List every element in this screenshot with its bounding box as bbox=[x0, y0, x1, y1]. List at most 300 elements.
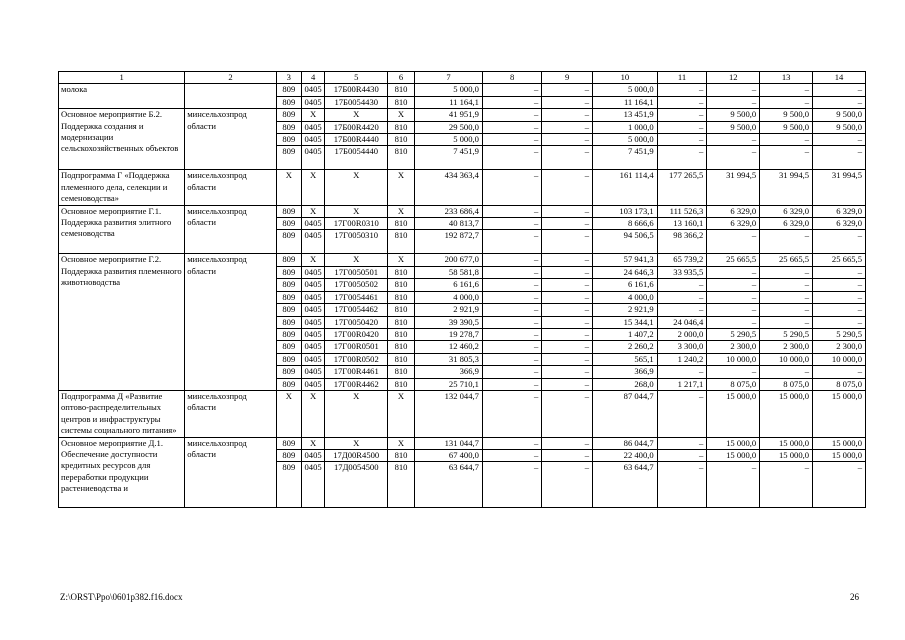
value-cell: 19 278,7 bbox=[415, 328, 483, 340]
value-cell: – bbox=[542, 146, 593, 170]
value-cell: – bbox=[813, 291, 866, 303]
value-cell: 8 075,0 bbox=[813, 378, 866, 390]
value-cell: 5 000,0 bbox=[415, 84, 483, 96]
value-cell: 17Г00R0310 bbox=[325, 218, 388, 230]
value-cell: Х bbox=[388, 390, 415, 437]
value-cell: 6 329,0 bbox=[707, 218, 760, 230]
value-cell: 7 451,9 bbox=[593, 146, 658, 170]
value-cell: 17Д0054500 bbox=[325, 462, 388, 508]
value-cell: Х bbox=[325, 170, 388, 205]
value-cell: 810 bbox=[388, 279, 415, 291]
value-cell: – bbox=[542, 353, 593, 365]
value-cell: – bbox=[482, 170, 541, 205]
value-cell: – bbox=[813, 304, 866, 316]
value-cell: 15 000,0 bbox=[813, 390, 866, 437]
value-cell: 810 bbox=[388, 328, 415, 340]
table-row bbox=[59, 390, 866, 437]
value-cell: 2 921,9 bbox=[593, 304, 658, 316]
value-cell: – bbox=[542, 84, 593, 96]
value-cell: – bbox=[542, 378, 593, 390]
value-cell: 13 160,1 bbox=[657, 218, 707, 230]
value-cell: 6 329,0 bbox=[707, 205, 760, 217]
value-cell: Х bbox=[276, 390, 301, 437]
value-cell: 810 bbox=[388, 462, 415, 508]
value-cell: 1 407,2 bbox=[593, 328, 658, 340]
value-cell: – bbox=[482, 279, 541, 291]
value-cell: 15 344,1 bbox=[593, 316, 658, 328]
value-cell: 6 161,6 bbox=[593, 279, 658, 291]
value-cell: 0405 bbox=[301, 279, 325, 291]
value-cell: – bbox=[482, 437, 541, 449]
value-cell: 0405 bbox=[301, 328, 325, 340]
program-name-cell: Подпрограмма Д «Развитие оптово-распределительных центров и инфраструктуры системы социального питания» bbox=[59, 390, 185, 437]
column-number-header: 9 bbox=[542, 72, 593, 84]
program-name-cell: Основное мероприятие Г.2. Поддержка развития племенного животноводства bbox=[59, 254, 185, 390]
value-cell: 809 bbox=[276, 378, 301, 390]
value-cell: – bbox=[813, 134, 866, 146]
value-cell: – bbox=[482, 366, 541, 378]
value-cell: – bbox=[760, 279, 813, 291]
value-cell: Х bbox=[301, 170, 325, 205]
value-cell: – bbox=[482, 328, 541, 340]
table-row bbox=[59, 170, 866, 205]
value-cell: Х bbox=[325, 109, 388, 121]
value-cell: 268,0 bbox=[593, 378, 658, 390]
value-cell: – bbox=[657, 279, 707, 291]
value-cell: 11 164,1 bbox=[593, 96, 658, 108]
executor-cell: минсельхозпрод области bbox=[185, 254, 277, 390]
value-cell: 131 044,7 bbox=[415, 437, 483, 449]
value-cell: 6 329,0 bbox=[813, 205, 866, 217]
value-cell: – bbox=[760, 366, 813, 378]
value-cell: 1 000,0 bbox=[593, 121, 658, 133]
value-cell: – bbox=[813, 366, 866, 378]
value-cell: 2 260,2 bbox=[593, 341, 658, 353]
value-cell: – bbox=[482, 266, 541, 278]
header-row bbox=[59, 72, 866, 84]
value-cell: – bbox=[707, 84, 760, 96]
value-cell: Х bbox=[388, 437, 415, 449]
value-cell: 8 666,6 bbox=[593, 218, 658, 230]
value-cell: 12 460,2 bbox=[415, 341, 483, 353]
value-cell: 809 bbox=[276, 304, 301, 316]
value-cell: 809 bbox=[276, 449, 301, 461]
value-cell: 17Г0050502 bbox=[325, 279, 388, 291]
value-cell: 17Г00R0501 bbox=[325, 341, 388, 353]
table-row bbox=[59, 205, 866, 217]
value-cell: 0405 bbox=[301, 304, 325, 316]
value-cell: – bbox=[542, 328, 593, 340]
page-number: 26 bbox=[850, 592, 859, 602]
value-cell: 0405 bbox=[301, 266, 325, 278]
value-cell: – bbox=[813, 266, 866, 278]
value-cell: 0405 bbox=[301, 366, 325, 378]
value-cell: 17Д00R4500 bbox=[325, 449, 388, 461]
column-number-header: 13 bbox=[760, 72, 813, 84]
value-cell: 94 506,5 bbox=[593, 230, 658, 254]
executor-cell bbox=[185, 84, 277, 109]
value-cell: 4 000,0 bbox=[593, 291, 658, 303]
value-cell: Х bbox=[301, 437, 325, 449]
value-cell: 31 994,5 bbox=[707, 170, 760, 205]
value-cell: 9 500,0 bbox=[707, 121, 760, 133]
value-cell: – bbox=[482, 341, 541, 353]
value-cell: 3 300,0 bbox=[657, 341, 707, 353]
value-cell: 809 bbox=[276, 353, 301, 365]
value-cell: 24 046,4 bbox=[657, 316, 707, 328]
value-cell: – bbox=[657, 121, 707, 133]
value-cell: – bbox=[542, 279, 593, 291]
value-cell: 25 665,5 bbox=[707, 254, 760, 266]
value-cell: – bbox=[657, 134, 707, 146]
value-cell: – bbox=[482, 449, 541, 461]
value-cell: 103 173,1 bbox=[593, 205, 658, 217]
column-number-header: 4 bbox=[301, 72, 325, 84]
value-cell: 7 451,9 bbox=[415, 146, 483, 170]
value-cell: 17Г00R0502 bbox=[325, 353, 388, 365]
value-cell: 5 290,5 bbox=[813, 328, 866, 340]
value-cell: 810 bbox=[388, 353, 415, 365]
value-cell: 6 329,0 bbox=[760, 205, 813, 217]
value-cell: Х bbox=[325, 437, 388, 449]
value-cell: – bbox=[542, 437, 593, 449]
value-cell: – bbox=[657, 96, 707, 108]
executor-cell: минсельхозпрод области bbox=[185, 170, 277, 205]
value-cell: – bbox=[657, 437, 707, 449]
value-cell: – bbox=[760, 230, 813, 254]
table-row bbox=[59, 254, 866, 266]
value-cell: – bbox=[542, 109, 593, 121]
value-cell: – bbox=[482, 109, 541, 121]
value-cell: – bbox=[482, 230, 541, 254]
value-cell: – bbox=[542, 341, 593, 353]
executor-cell: минсельхозпрод области bbox=[185, 109, 277, 170]
value-cell: 15 000,0 bbox=[707, 437, 760, 449]
value-cell: 5 000,0 bbox=[415, 134, 483, 146]
file-path: Z:\ORST\Ppo\0601p382.f16.docx bbox=[60, 592, 183, 602]
value-cell: Х bbox=[325, 254, 388, 266]
value-cell: – bbox=[657, 390, 707, 437]
value-cell: 33 935,5 bbox=[657, 266, 707, 278]
value-cell: 17Г00R4462 bbox=[325, 378, 388, 390]
value-cell: 0405 bbox=[301, 449, 325, 461]
value-cell: 4 000,0 bbox=[415, 291, 483, 303]
value-cell: – bbox=[482, 134, 541, 146]
value-cell: – bbox=[482, 218, 541, 230]
value-cell: 810 bbox=[388, 266, 415, 278]
value-cell: 809 bbox=[276, 279, 301, 291]
value-cell: Х bbox=[325, 390, 388, 437]
value-cell: 17Б0054430 bbox=[325, 96, 388, 108]
value-cell: 809 bbox=[276, 316, 301, 328]
value-cell: 0405 bbox=[301, 316, 325, 328]
value-cell: – bbox=[542, 304, 593, 316]
value-cell: 0405 bbox=[301, 353, 325, 365]
value-cell: 810 bbox=[388, 96, 415, 108]
value-cell: – bbox=[482, 205, 541, 217]
value-cell: – bbox=[707, 304, 760, 316]
value-cell: Х bbox=[301, 254, 325, 266]
value-cell: – bbox=[542, 291, 593, 303]
value-cell: – bbox=[707, 462, 760, 508]
value-cell: 9 500,0 bbox=[760, 121, 813, 133]
value-cell: Х bbox=[388, 254, 415, 266]
column-number-header: 6 bbox=[388, 72, 415, 84]
value-cell: – bbox=[482, 291, 541, 303]
value-cell: – bbox=[707, 146, 760, 170]
column-number-header: 1 bbox=[59, 72, 185, 84]
value-cell: 809 bbox=[276, 205, 301, 217]
value-cell: 6 329,0 bbox=[760, 218, 813, 230]
value-cell: – bbox=[542, 390, 593, 437]
value-cell: – bbox=[482, 84, 541, 96]
value-cell: 11 164,1 bbox=[415, 96, 483, 108]
value-cell: 111 526,3 bbox=[657, 205, 707, 217]
column-number-header: 8 bbox=[482, 72, 541, 84]
value-cell: 809 bbox=[276, 96, 301, 108]
program-name-cell: молока bbox=[59, 84, 185, 109]
value-cell: 15 000,0 bbox=[760, 390, 813, 437]
value-cell: – bbox=[482, 378, 541, 390]
value-cell: 15 000,0 bbox=[707, 449, 760, 461]
value-cell: – bbox=[542, 170, 593, 205]
value-cell: – bbox=[542, 230, 593, 254]
value-cell: 31 994,5 bbox=[813, 170, 866, 205]
value-cell: – bbox=[657, 449, 707, 461]
value-cell: 810 bbox=[388, 378, 415, 390]
value-cell: – bbox=[542, 316, 593, 328]
value-cell: Х bbox=[388, 170, 415, 205]
value-cell: 8 075,0 bbox=[707, 378, 760, 390]
value-cell: – bbox=[760, 146, 813, 170]
value-cell: 17Г0054461 bbox=[325, 291, 388, 303]
value-cell: 177 265,5 bbox=[657, 170, 707, 205]
value-cell: 24 646,3 bbox=[593, 266, 658, 278]
value-cell: 809 bbox=[276, 291, 301, 303]
budget-table bbox=[58, 71, 866, 508]
value-cell: 9 500,0 bbox=[813, 121, 866, 133]
value-cell: 39 390,5 bbox=[415, 316, 483, 328]
value-cell: 565,1 bbox=[593, 353, 658, 365]
value-cell: – bbox=[542, 134, 593, 146]
value-cell: 192 872,7 bbox=[415, 230, 483, 254]
value-cell: – bbox=[657, 84, 707, 96]
value-cell: – bbox=[760, 304, 813, 316]
value-cell: 434 363,4 bbox=[415, 170, 483, 205]
value-cell: 809 bbox=[276, 121, 301, 133]
value-cell: – bbox=[707, 316, 760, 328]
value-cell: 40 813,7 bbox=[415, 218, 483, 230]
value-cell: 58 581,8 bbox=[415, 266, 483, 278]
value-cell: 2 300,0 bbox=[707, 341, 760, 353]
value-cell: 0405 bbox=[301, 341, 325, 353]
value-cell: 17Г0054462 bbox=[325, 304, 388, 316]
value-cell: – bbox=[542, 121, 593, 133]
value-cell: 810 bbox=[388, 146, 415, 170]
value-cell: – bbox=[813, 279, 866, 291]
value-cell: 809 bbox=[276, 328, 301, 340]
value-cell: 0405 bbox=[301, 134, 325, 146]
column-number-header: 7 bbox=[415, 72, 483, 84]
value-cell: 86 044,7 bbox=[593, 437, 658, 449]
column-number-header: 2 bbox=[185, 72, 277, 84]
value-cell: 25 710,1 bbox=[415, 378, 483, 390]
value-cell: 810 bbox=[388, 134, 415, 146]
value-cell: 2 921,9 bbox=[415, 304, 483, 316]
value-cell: – bbox=[482, 121, 541, 133]
value-cell: – bbox=[482, 254, 541, 266]
value-cell: 15 000,0 bbox=[813, 437, 866, 449]
value-cell: – bbox=[657, 366, 707, 378]
value-cell: 15 000,0 bbox=[813, 449, 866, 461]
value-cell: 6 161,6 bbox=[415, 279, 483, 291]
column-number-header: 14 bbox=[813, 72, 866, 84]
value-cell: 810 bbox=[388, 316, 415, 328]
value-cell: – bbox=[542, 96, 593, 108]
value-cell: – bbox=[657, 146, 707, 170]
value-cell: 29 500,0 bbox=[415, 121, 483, 133]
value-cell: – bbox=[760, 96, 813, 108]
value-cell: – bbox=[760, 134, 813, 146]
value-cell: 233 686,4 bbox=[415, 205, 483, 217]
value-cell: – bbox=[707, 291, 760, 303]
column-number-header: 10 bbox=[593, 72, 658, 84]
value-cell: 810 bbox=[388, 449, 415, 461]
value-cell: 10 000,0 bbox=[760, 353, 813, 365]
value-cell: 161 114,4 bbox=[593, 170, 658, 205]
value-cell: 9 500,0 bbox=[707, 109, 760, 121]
value-cell: 31 805,3 bbox=[415, 353, 483, 365]
value-cell: – bbox=[657, 291, 707, 303]
value-cell: – bbox=[482, 353, 541, 365]
value-cell: – bbox=[707, 279, 760, 291]
value-cell: 0405 bbox=[301, 291, 325, 303]
value-cell: – bbox=[707, 230, 760, 254]
value-cell: 5 290,5 bbox=[760, 328, 813, 340]
value-cell: 810 bbox=[388, 304, 415, 316]
value-cell: – bbox=[542, 254, 593, 266]
value-cell: 810 bbox=[388, 341, 415, 353]
executor-cell: минсельхозпрод области bbox=[185, 437, 277, 508]
value-cell: 22 400,0 bbox=[593, 449, 658, 461]
value-cell: 0405 bbox=[301, 218, 325, 230]
executor-cell: минсельхозпрод области bbox=[185, 205, 277, 254]
value-cell: 809 bbox=[276, 134, 301, 146]
value-cell: 809 bbox=[276, 462, 301, 508]
value-cell: Х bbox=[325, 205, 388, 217]
program-name-cell: Основное мероприятие Б.2. Поддержка создания и модернизации сельскохозяйственных объектов bbox=[59, 109, 185, 170]
value-cell: – bbox=[707, 266, 760, 278]
value-cell: 1 240,2 bbox=[657, 353, 707, 365]
value-cell: 1 217,1 bbox=[657, 378, 707, 390]
value-cell: – bbox=[813, 316, 866, 328]
value-cell: 63 644,7 bbox=[593, 462, 658, 508]
value-cell: 17Б00R4430 bbox=[325, 84, 388, 96]
column-number-header: 11 bbox=[657, 72, 707, 84]
value-cell: 810 bbox=[388, 121, 415, 133]
table-row bbox=[59, 437, 866, 449]
program-name-cell: Подпрограмма Г «Поддержка племенного дела, селекции и семеноводства» bbox=[59, 170, 185, 205]
value-cell: 17Г0050310 bbox=[325, 230, 388, 254]
value-cell: 9 500,0 bbox=[760, 109, 813, 121]
value-cell: – bbox=[482, 146, 541, 170]
value-cell: 17Б00R4440 bbox=[325, 134, 388, 146]
value-cell: 25 665,5 bbox=[813, 254, 866, 266]
value-cell: – bbox=[760, 316, 813, 328]
value-cell: 65 739,2 bbox=[657, 254, 707, 266]
value-cell: 6 329,0 bbox=[813, 218, 866, 230]
value-cell: 17Г0050420 bbox=[325, 316, 388, 328]
value-cell: 8 075,0 bbox=[760, 378, 813, 390]
value-cell: 15 000,0 bbox=[760, 437, 813, 449]
value-cell: 132 044,7 bbox=[415, 390, 483, 437]
value-cell: 810 bbox=[388, 84, 415, 96]
value-cell: Х bbox=[301, 109, 325, 121]
value-cell: 63 644,7 bbox=[415, 462, 483, 508]
value-cell: 0405 bbox=[301, 121, 325, 133]
program-name-cell: Основное мероприятие Д.1. Обеспечение доступности кредитных ресурсов для переработки продукции растениеводства и bbox=[59, 437, 185, 508]
value-cell: 0405 bbox=[301, 84, 325, 96]
value-cell: – bbox=[542, 205, 593, 217]
value-cell: – bbox=[482, 316, 541, 328]
value-cell: 809 bbox=[276, 437, 301, 449]
value-cell: 810 bbox=[388, 291, 415, 303]
value-cell: 10 000,0 bbox=[707, 353, 760, 365]
value-cell: – bbox=[482, 390, 541, 437]
value-cell: Х bbox=[388, 205, 415, 217]
value-cell: 15 000,0 bbox=[707, 390, 760, 437]
value-cell: 809 bbox=[276, 266, 301, 278]
value-cell: 31 994,5 bbox=[760, 170, 813, 205]
value-cell: 0405 bbox=[301, 230, 325, 254]
value-cell: – bbox=[813, 462, 866, 508]
value-cell: 5 290,5 bbox=[707, 328, 760, 340]
executor-cell: минсельхозпрод области bbox=[185, 390, 277, 437]
value-cell: 366,9 bbox=[415, 366, 483, 378]
value-cell: Х bbox=[276, 170, 301, 205]
value-cell: 15 000,0 bbox=[760, 449, 813, 461]
value-cell: – bbox=[482, 96, 541, 108]
value-cell: 809 bbox=[276, 230, 301, 254]
value-cell: – bbox=[657, 109, 707, 121]
value-cell: 0405 bbox=[301, 96, 325, 108]
value-cell: 809 bbox=[276, 109, 301, 121]
value-cell: – bbox=[813, 146, 866, 170]
value-cell: – bbox=[482, 304, 541, 316]
table-row bbox=[59, 84, 866, 96]
program-name-cell: Основное мероприятие Г.1. Поддержка развития элитного семеноводства bbox=[59, 205, 185, 254]
value-cell: 809 bbox=[276, 84, 301, 96]
value-cell: 2 300,0 bbox=[760, 341, 813, 353]
value-cell: 17Г00R4461 bbox=[325, 366, 388, 378]
value-cell: 809 bbox=[276, 341, 301, 353]
value-cell: 810 bbox=[388, 218, 415, 230]
value-cell: 10 000,0 bbox=[813, 353, 866, 365]
value-cell: 0405 bbox=[301, 378, 325, 390]
value-cell: 98 366,2 bbox=[657, 230, 707, 254]
value-cell: – bbox=[813, 230, 866, 254]
value-cell: – bbox=[482, 462, 541, 508]
value-cell: – bbox=[707, 366, 760, 378]
value-cell: 2 000,0 bbox=[657, 328, 707, 340]
column-number-header: 3 bbox=[276, 72, 301, 84]
value-cell: – bbox=[657, 304, 707, 316]
value-cell: – bbox=[707, 96, 760, 108]
value-cell: 809 bbox=[276, 366, 301, 378]
value-cell: – bbox=[542, 366, 593, 378]
value-cell: – bbox=[760, 462, 813, 508]
value-cell: – bbox=[707, 134, 760, 146]
